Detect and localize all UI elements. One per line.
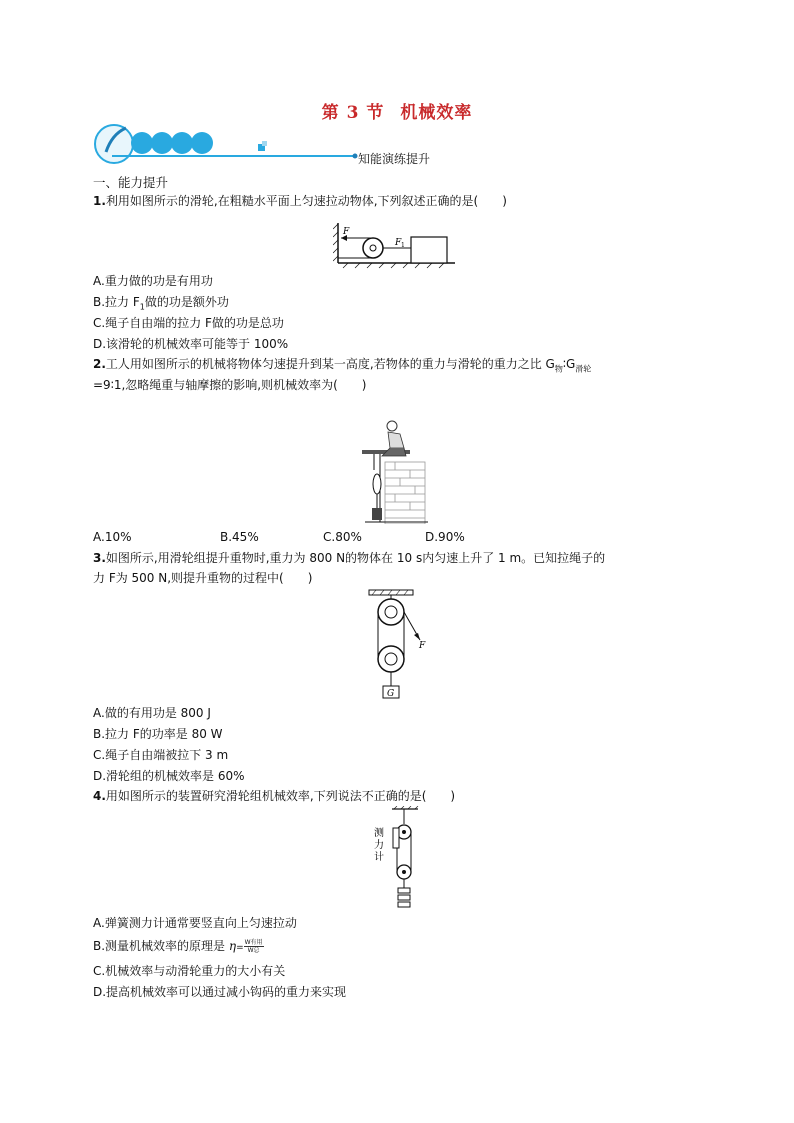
q4-option-b-text: B.测量机械效率的原理是 [93, 939, 229, 953]
movable-pulley-icon [378, 646, 404, 672]
worker-body-icon [388, 432, 404, 448]
question-text: 利用如图所示的滑轮,在粗糙水平面上匀速拉动物体,下列叙述正确的是( ) [105, 194, 507, 208]
q1-option-b-rest: 做的功是额外功 [144, 295, 229, 309]
question-3 [93, 550, 605, 566]
movable-pulley-icon [363, 238, 383, 258]
question-3-cont: 力 F为 500 N,则提升重物的过程中( ) [93, 571, 313, 585]
q1-pulley-figure [333, 221, 459, 269]
q4-option-b [93, 938, 264, 956]
banner-dot-4 [191, 132, 213, 154]
page-title [0, 98, 794, 123]
q3-option-d: D.滑轮组的机械效率是 60% [93, 769, 245, 783]
q3-option-a: A.做的有用功是 800 J [93, 706, 211, 720]
q1-option-b [93, 294, 229, 315]
q3-pulley-block-figure [364, 588, 434, 702]
pulley-icon [373, 474, 381, 494]
question-text-1: 如图所示,用滑轮组提升重物时,重力为 800 N的物体在 10 s内匀速上升了 1 m。已知拉绳子的 [105, 551, 606, 565]
q2-option-b: B.45% [220, 530, 259, 544]
q1-option-b-sub: 1 [139, 302, 145, 312]
block-icon [411, 237, 447, 263]
meter-label-2: 力 [374, 840, 384, 851]
fig-label-f1: F [395, 238, 402, 248]
q4-pulley-experiment-figure [370, 806, 422, 912]
question-number: 4. [93, 789, 106, 803]
question-number: 2. [93, 357, 106, 371]
fraction-numerator: W有用 [244, 939, 263, 946]
sub-pulley: 滑轮 [575, 364, 592, 374]
banner-square-icon-2 [262, 141, 267, 146]
fig-label-f1-sub: 1 [401, 242, 405, 249]
question-number: 3. [93, 551, 106, 565]
q4-option-d: D.提高机械效率可以通过减小钩码的重力来实现 [93, 985, 347, 999]
question-2-cont: =9∶1,忽略绳重与轴摩擦的影响,则机械效率为( ) [93, 378, 367, 392]
question-text-1: 工人用如图所示的机械将物体匀速提升到某一高度,若物体的重力与滑轮的重力之比 G [105, 357, 555, 371]
spring-scale-icon [393, 828, 399, 848]
banner-dot-1 [131, 132, 153, 154]
q2-worker-pulley-figure [360, 412, 430, 524]
banner-rule-end [353, 154, 358, 159]
eta-symbol: η [228, 939, 237, 953]
q1-option-b-text: B.拉力 F [93, 295, 140, 309]
fig-label-f: F [343, 227, 350, 237]
question-1 [93, 193, 507, 209]
banner-dot-2 [151, 132, 173, 154]
hook-weight-1-icon [398, 888, 410, 893]
title-name: 机械效率 [400, 103, 473, 123]
q3-option-c: C.绳子自由端被拉下 3 m [93, 748, 229, 762]
q2-option-c: C.80% [323, 530, 362, 544]
q4-option-c: C.机械效率与动滑轮重力的大小有关 [93, 964, 286, 978]
fig-label-g: G [387, 689, 395, 699]
question-2 [93, 356, 591, 377]
fraction-denominator: W总 [247, 947, 260, 954]
section-banner-graphic [92, 122, 362, 166]
meter-label-1: 测 [374, 828, 384, 839]
meter-label-3: 计 [374, 852, 384, 863]
question-text: 用如图所示的装置研究滑轮组机械效率,下列说法不正确的是( ) [105, 789, 456, 803]
title-section: 第 3 节 [321, 103, 385, 123]
q1-option-d: D.该滑轮的机械效率可能等于 100% [93, 337, 289, 351]
hook-weight-3-icon [398, 902, 410, 907]
ratio-mid: ∶G [562, 357, 576, 371]
fig-label-f: F [419, 641, 426, 651]
equals-sign: = [236, 943, 244, 953]
worker-head-icon [387, 421, 397, 431]
q3-option-b: B.拉力 F的功率是 80 W [93, 727, 223, 741]
q1-option-a: A.重力做的功是有用功 [93, 274, 213, 288]
q4-option-a: A.弹簧测力计通常要竖直向上匀速拉动 [93, 916, 297, 930]
hook-weight-2-icon [398, 895, 410, 900]
fixed-pulley-icon [378, 599, 404, 625]
q2-option-d: D.90% [425, 530, 465, 544]
section-heading: 一、能力提升 [93, 175, 169, 190]
force-arrow-icon [414, 633, 420, 640]
banner-dot-3 [171, 132, 193, 154]
q2-option-a: A.10% [93, 530, 132, 544]
q1-option-c: C.绳子自由端的拉力 F做的功是总功 [93, 316, 284, 330]
load-icon [372, 508, 382, 520]
banner-label: 知能演练提升 [358, 152, 431, 166]
question-number: 1. [93, 194, 106, 208]
question-4 [93, 788, 455, 804]
banner-emblem-icon [95, 125, 133, 163]
efficiency-fraction [244, 939, 264, 954]
sub-object: 物 [554, 364, 563, 374]
